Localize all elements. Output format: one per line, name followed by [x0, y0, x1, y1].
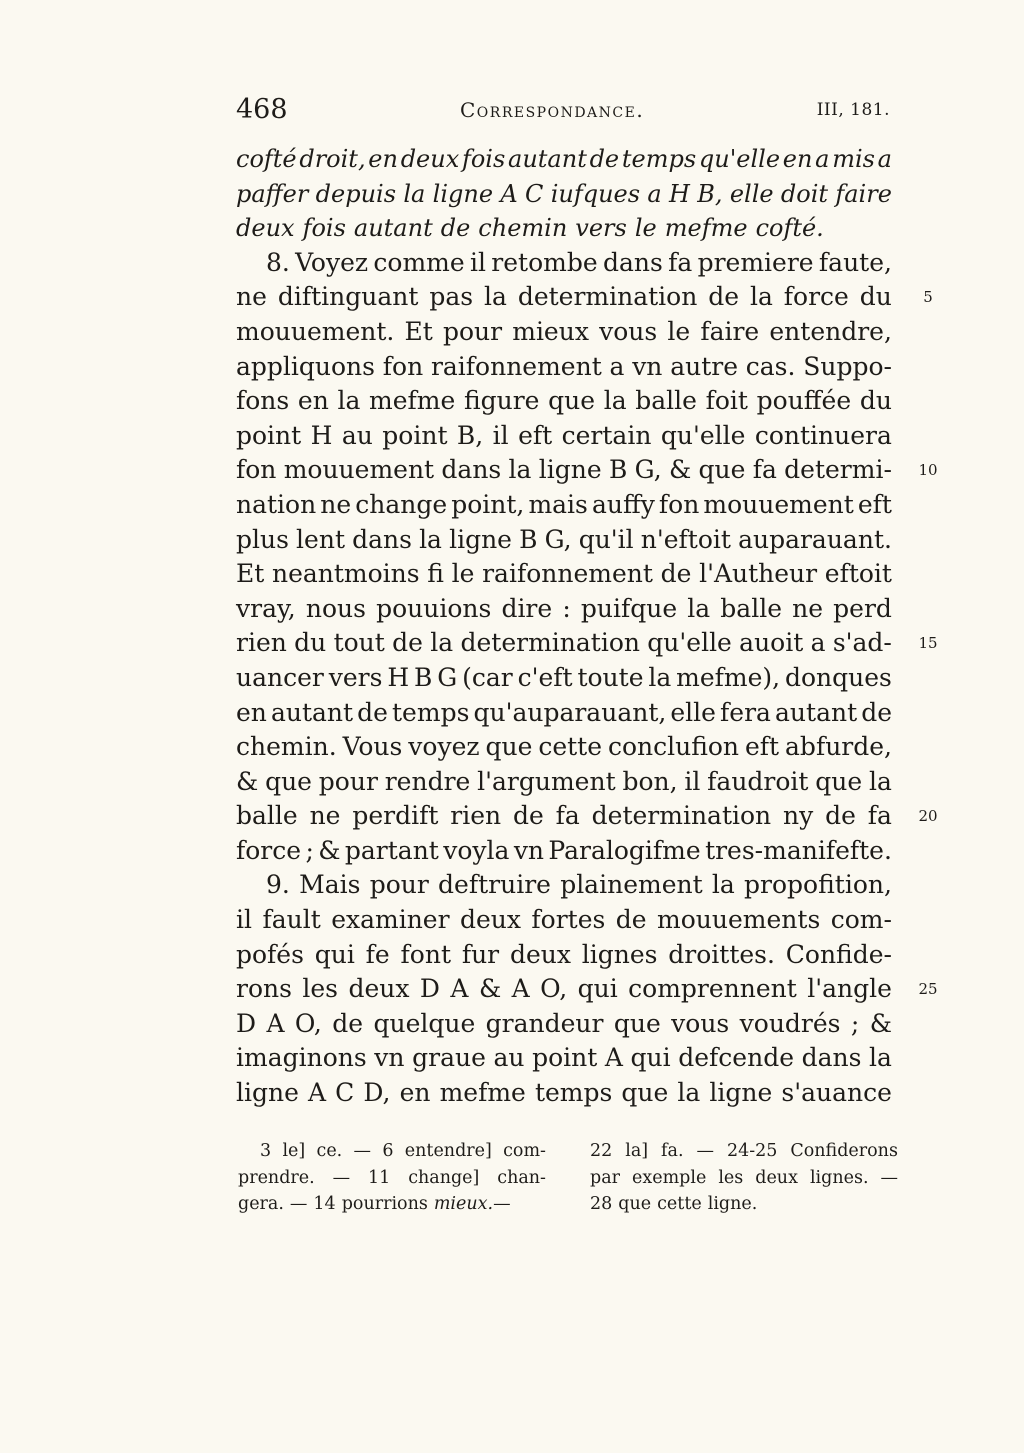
- footnote-column-left: [238, 1138, 546, 1218]
- text-line: mouuement. Et pour mieux vous le faire entendre,: [236, 316, 892, 346]
- line-number: 20: [918, 807, 938, 826]
- line-number: 25: [918, 980, 938, 999]
- text-line: force ; & partant voyla vn Paralogifme tres-manifefte.: [236, 835, 892, 865]
- text-line: en autant de temps qu'auparauant, elle fera autant de: [236, 697, 892, 727]
- text-line: paffer depuis la ligne A C iufques a H B, elle doit faire: [236, 179, 892, 208]
- text-line: fon mouuement dans la ligne B G, & que fa determi-: [236, 455, 892, 485]
- text-line: ne diftinguant pas la determination de la force du: [236, 282, 892, 312]
- footnotes: [238, 1138, 898, 1218]
- line-number: 5: [923, 288, 933, 307]
- text-line: il fault examiner deux fortes de mouuements com-: [236, 905, 892, 935]
- body-text: [236, 142, 892, 1111]
- footnote-line: 3 le] ce. — 6 entendre] com-: [260, 1141, 546, 1161]
- text-line: vray, nous pouuions dire : puifque la balle ne perd: [236, 593, 892, 623]
- text-line: plus lent dans la ligne B G, qu'il n'eftoit auparauant.: [236, 524, 892, 554]
- text-line: nation ne change point, mais auffy fon mouuement eft: [236, 489, 892, 519]
- text-line: balle ne perdift rien de fa determination ny de fa: [236, 801, 892, 831]
- text-line: rien du tout de la determination qu'elle auoit a s'ad-: [236, 628, 892, 658]
- text-line: pofés qui fe font fur deux lignes droittes. Confide-: [236, 939, 892, 969]
- text-line: 8. Voyez comme il retombe dans fa premiere faute,: [266, 247, 892, 277]
- running-title: Correspondance.: [460, 98, 645, 122]
- footnote-line: prendre. — 11 change] chan-: [238, 1167, 546, 1188]
- text-line: D A O, de quelque grandeur que vous voudrés ; &: [236, 1008, 892, 1038]
- line-number: 10: [918, 461, 938, 480]
- footnote-line: par exemple les deux lignes. —: [590, 1167, 898, 1188]
- text-line: appliquons fon raifonnement a vn autre cas. Suppo-: [236, 351, 892, 381]
- text-line: & que pour rendre l'argument bon, il faudroit que la: [236, 766, 892, 796]
- text-line: cofté droit, en deux fois autant de temps qu'elle en a mis a: [236, 145, 892, 173]
- text-line: ligne A C D, en mefme temps que la ligne s'auance: [236, 1078, 892, 1108]
- footnote-line: 22 la] fa. — 24-25 Confiderons: [590, 1141, 898, 1161]
- footnote-line: gera. — 14 pourrions mieux. —: [238, 1194, 511, 1214]
- text-line: 9. Mais pour deftruire plainement la propofition,: [266, 870, 892, 900]
- line-number: 15: [918, 634, 938, 653]
- text-line: point H au point B, il eft certain qu'elle continuera: [236, 420, 892, 450]
- text-line: Et neantmoins fi le raifonnement de l'Autheur eftoit: [236, 559, 892, 589]
- text-line: rons les deux D A & A O, qui comprennent l'angle: [236, 974, 892, 1004]
- page-header: [236, 92, 892, 132]
- text-line: fons en la mefme figure que la balle foit pouffée du: [236, 386, 892, 416]
- section-reference: III, 181.: [816, 100, 890, 120]
- text-line: deux fois autant de chemin vers le mefme cofté.: [236, 214, 824, 243]
- text-line: chemin. Vous voyez que cette conclufion eft abfurde,: [236, 732, 892, 762]
- footnote-column-right: [590, 1138, 898, 1218]
- page-number: 468: [236, 94, 288, 125]
- footnote-line: 28 que cette ligne.: [590, 1194, 758, 1214]
- text-line: imaginons vn graue au point A qui defcende dans la: [236, 1043, 892, 1073]
- text-line: uancer vers H B G (car c'eft toute la mefme), donques: [236, 662, 892, 692]
